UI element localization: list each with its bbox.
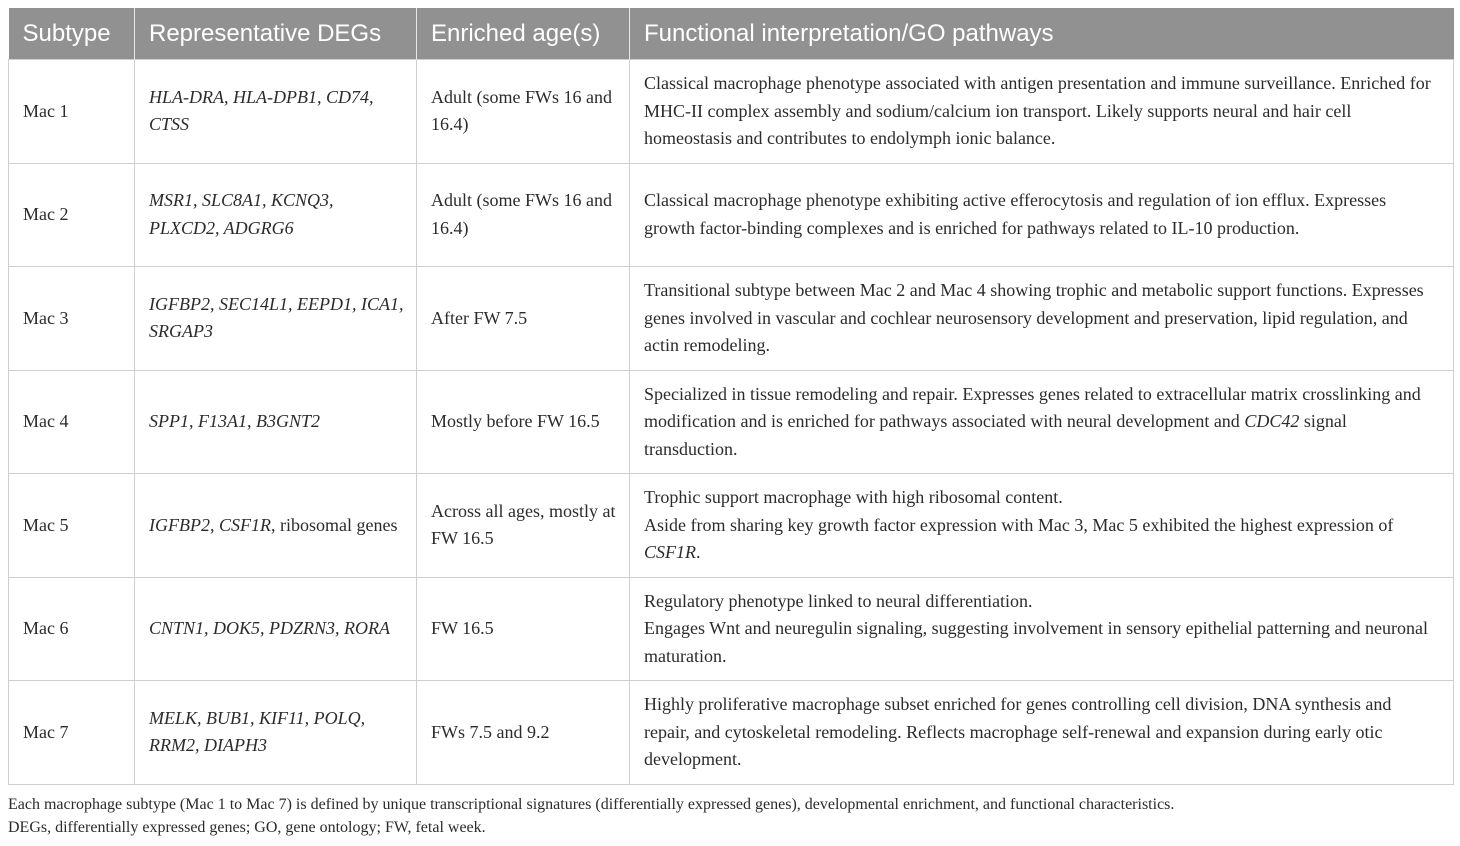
subtype-cell: Mac 1 [9,60,135,164]
function-text-end: signal transduction. [644,411,1347,459]
degs-cell [135,474,417,578]
function-text: Transitional subtype between Mac 2 and Mac 4 showing trophic and metabolic support functions. Expresses genes involved in vascular and cochlear neurosensory development and preservation, lipid regulation, and actin remodeling. [644,280,1424,355]
header-subtype: Subtype [9,8,135,60]
degs-cell: HLA-DRA, HLA-DPB1, CD74, CTSS [135,60,417,164]
table-row [9,60,1454,164]
macrophage-subtype-table [8,8,1454,785]
table-row [9,267,1454,371]
function-cell [630,267,1454,371]
degs-genes: IGFBP2, CSF1R [149,514,271,535]
subtype-cell: Mac 4 [9,370,135,474]
footnote-abbreviations: DEGs, differentially expressed genes; GO, gene ontology; FW, fetal week. [8,819,486,836]
age-cell: Mostly before FW 16.5 [417,370,630,474]
function-gene: CDC42 [1244,411,1300,431]
function-cell [630,577,1454,681]
function-cell [630,474,1454,578]
age-cell: FW 16.5 [417,577,630,681]
age-cell: FWs 7.5 and 9.2 [417,681,630,785]
function-gene: CSF1R [644,542,696,562]
function-cell [630,60,1454,164]
header-function: Functional interpretation/GO pathways [630,8,1454,60]
age-cell: Adult (some FWs 16 and 16.4) [417,163,630,267]
function-text: Aside from sharing key growth factor expression with Mac 3, Mac 5 exhibited the highest expression of [644,514,1394,535]
footnote-line: Each macrophage subtype (Mac 1 to Mac 7) is defined by unique transcriptional signatures (differentially expressed genes), developmental enrichment, and functional characteristics. [8,796,1175,813]
degs-cell: CNTN1, DOK5, PDZRN3, RORA [135,577,417,681]
function-line: Regulatory phenotype linked to neural differentiation. [644,590,1033,611]
header-degs: Representative DEGs [135,8,417,60]
degs-cell: IGFBP2, SEC14L1, EEPD1, ICA1, SRGAP3 [135,267,417,371]
table-container [8,8,1453,785]
table-header [9,8,1454,60]
function-text: Engages Wnt and neuregulin signaling, suggesting involvement in sensory epithelial patterning and neuronal maturation. [644,618,1428,666]
table-row [9,577,1454,681]
function-text-end: . [696,542,701,562]
table-body [9,60,1454,785]
function-cell [630,370,1454,474]
subtype-cell: Mac 5 [9,474,135,578]
degs-text: , ribosomal genes [270,514,398,535]
age-cell: Across all ages, mostly at FW 16.5 [417,474,630,578]
degs-cell: SPP1, F13A1, B3GNT2 [135,370,417,474]
subtype-cell: Mac 2 [9,163,135,267]
function-text: Classical macrophage phenotype associated with antigen presentation and immune surveillance. Enriched for MHC-II complex assembly and sodium/calcium ion transport. Likely supports neural and hair cell homeostasis and contributes to endolymph ionic balance. [644,73,1431,148]
function-text: Classical macrophage phenotype exhibiting active efferocytosis and regulation of ion efflux. Expresses growth factor-binding complexes and is enriched for pathways related to IL-10 production. [644,190,1387,238]
function-text: Specialized in tissue remodeling and repair. Expresses genes related to extracellular matrix crosslinking and modification and is enriched for pathways associated with neural development and [644,383,1421,431]
subtype-cell: Mac 7 [9,681,135,785]
table-row [9,163,1454,267]
age-cell: Adult (some FWs 16 and 16.4) [417,60,630,164]
table-row [9,370,1454,474]
subtype-cell: Mac 6 [9,577,135,681]
table-row [9,474,1454,578]
header-age: Enriched age(s) [417,8,630,60]
degs-cell: MELK, BUB1, KIF11, POLQ, RRM2, DIAPH3 [135,681,417,785]
table-footnote [8,793,1453,839]
header-row [9,8,1454,60]
function-cell [630,681,1454,785]
function-line: Trophic support macrophage with high ribosomal content. [644,487,1063,507]
function-cell [630,163,1454,267]
function-text: Highly proliferative macrophage subset enriched for genes controlling cell division, DNA synthesis and repair, and cytoskeletal remodeling. Reflects macrophage self-renewal and expansion during early otic development. [644,694,1392,769]
degs-cell: MSR1, SLC8A1, KCNQ3, PLXCD2, ADGRG6 [135,163,417,267]
age-cell: After FW 7.5 [417,267,630,371]
subtype-cell: Mac 3 [9,267,135,371]
table-row [9,681,1454,785]
